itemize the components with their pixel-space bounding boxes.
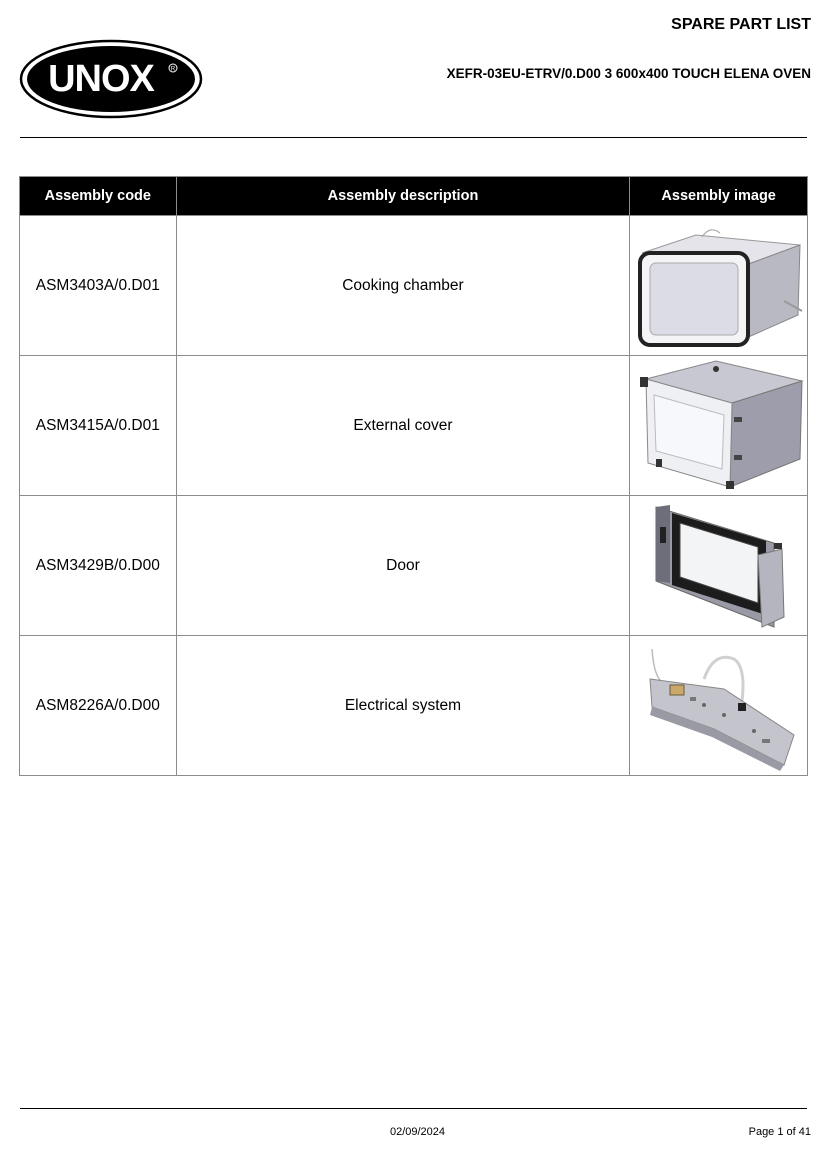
electrical-system-illustration (634, 639, 804, 773)
assembly-code: ASM3403A/0.D01 (20, 216, 177, 356)
assembly-code: ASM3415A/0.D01 (20, 356, 177, 496)
cooking-chamber-illustration (634, 219, 804, 353)
svg-text:R: R (170, 66, 176, 73)
table-row (20, 496, 808, 636)
header-divider (20, 137, 807, 138)
footer-divider (20, 1108, 807, 1109)
assembly-description: Cooking chamber (176, 216, 630, 356)
assembly-image-cell (630, 216, 808, 356)
assembly-image-cell (630, 636, 808, 776)
column-header-code: Assembly code (20, 177, 177, 216)
table-header-row (20, 177, 808, 216)
footer-date: 02/09/2024 (389, 1126, 446, 1138)
external-cover-illustration (634, 359, 804, 493)
assembly-description: Door (176, 496, 630, 636)
assembly-description: External cover (176, 356, 630, 496)
assembly-code: ASM8226A/0.D00 (20, 636, 177, 776)
document-subtitle: XEFR-03EU-ETRV/0.D00 3 600x400 TOUCH ELENA OVEN (446, 66, 811, 81)
table-row (20, 216, 808, 356)
assembly-image-cell (630, 356, 808, 496)
document-title: SPARE PART LIST (671, 16, 811, 33)
table-row (20, 636, 808, 776)
assembly-code: ASM3429B/0.D00 (20, 496, 177, 636)
assembly-image-cell (630, 496, 808, 636)
column-header-description: Assembly description (176, 177, 630, 216)
unox-logo (19, 39, 203, 119)
assembly-description: Electrical system (176, 636, 630, 776)
table-row (20, 356, 808, 496)
column-header-image: Assembly image (630, 177, 808, 216)
door-illustration (634, 499, 804, 633)
svg-text:UNOX: UNOX (48, 58, 154, 100)
page-number: Page 1 of 41 (748, 1126, 811, 1138)
assembly-table (19, 176, 808, 776)
